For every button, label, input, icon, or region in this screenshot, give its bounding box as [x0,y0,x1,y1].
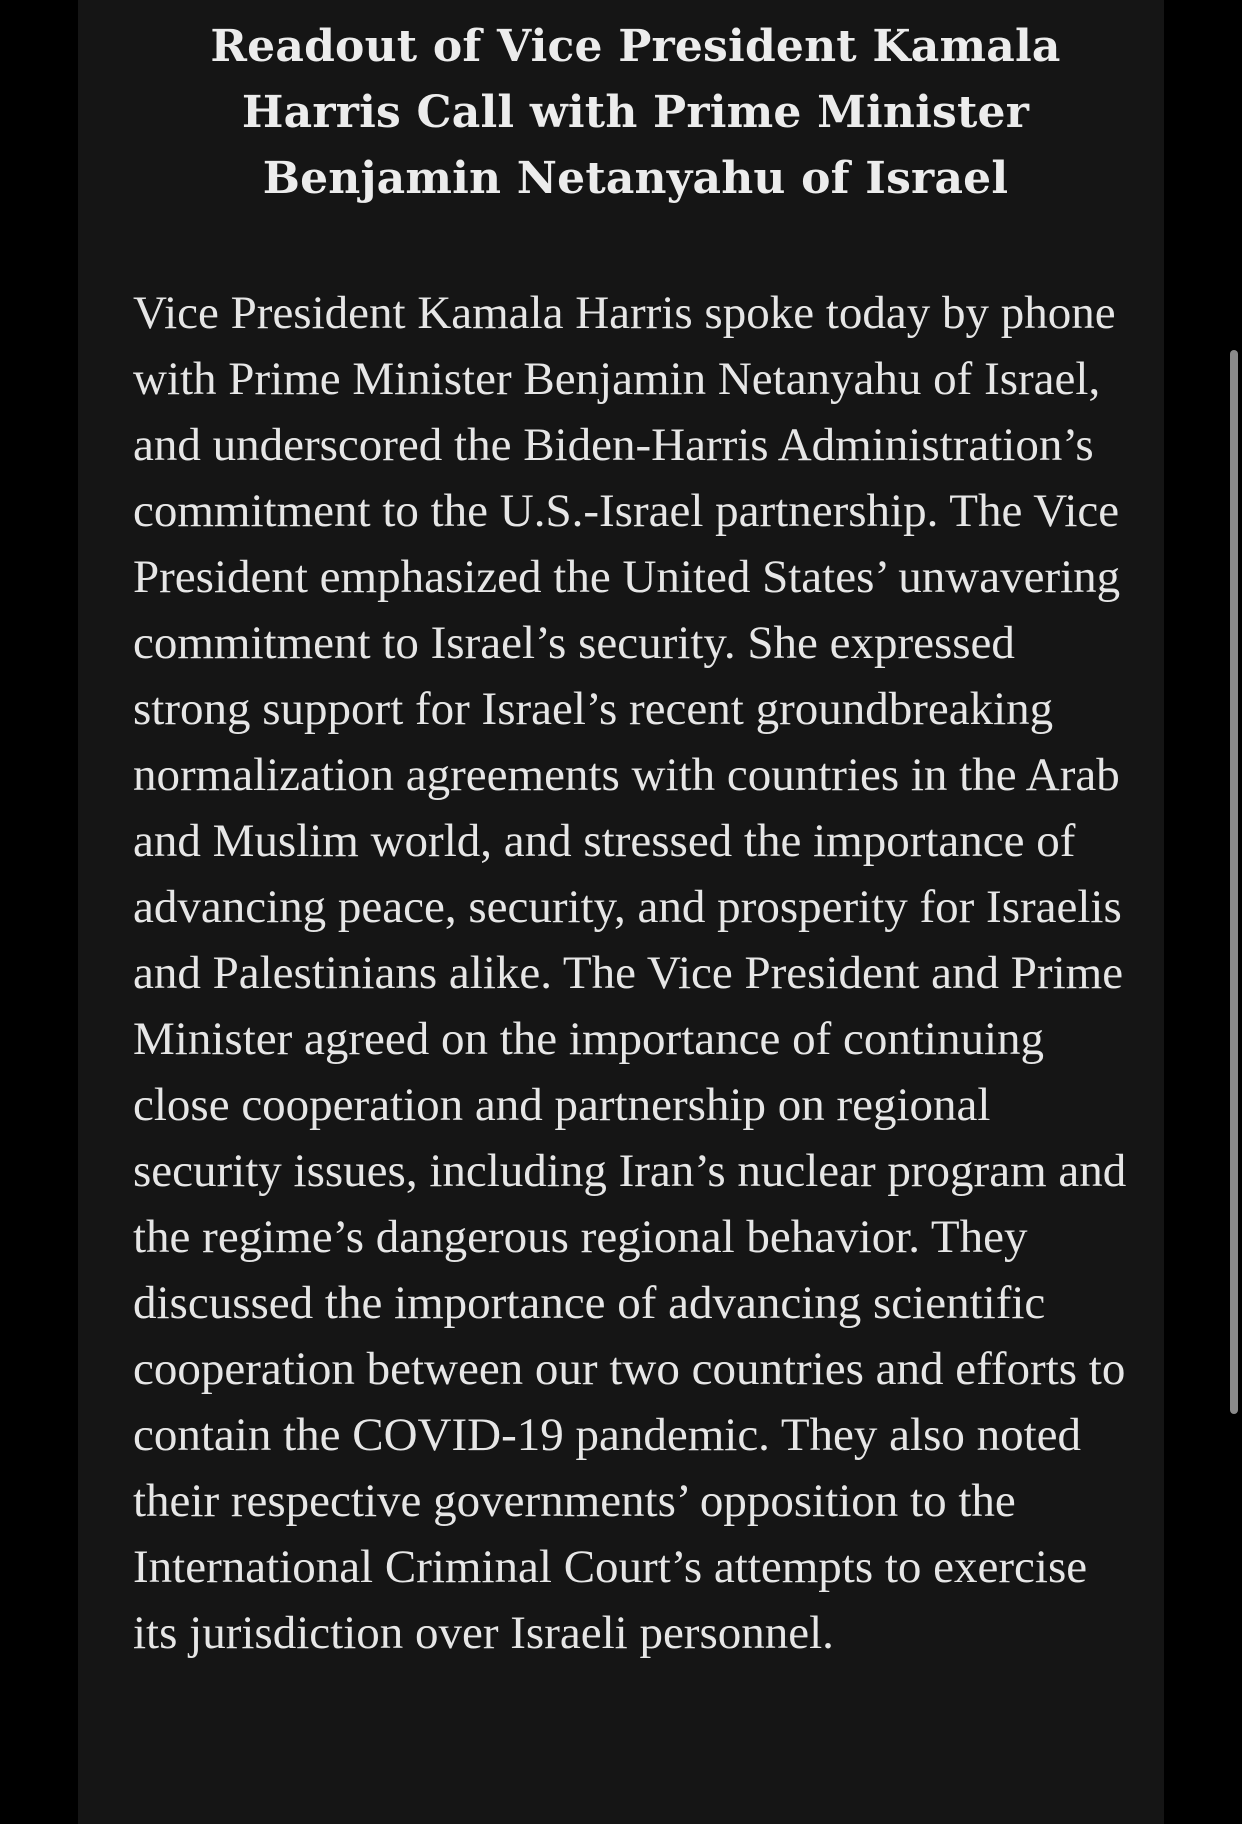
article-content [133,14,1138,1666]
article-page [78,0,1164,1824]
scrollbar-thumb[interactable] [1230,350,1238,1414]
article-title: Readout of Vice President Kamala Harris Call with Prime Minister Benjamin Netanyahu of Israel [210,21,1061,204]
article-body: Vice President Kamala Harris spoke today by phone with Prime Minister Benjamin Netanyahu of Israel, and underscored the Biden-Harris Administration’s commitment to the U.S.-Israel partnership. The Vice President emphasized the United States’ unwavering commitment to Israel’s security. She expressed strong support for Israel’s recent groundbreaking normalization agreements with countries in the Arab and Muslim world, and stressed the importance of advancing peace, security, and prosperity for Israelis and Palestinians alike. The Vice President and Prime Minister agreed on the importance of continuing close cooperation and partnership on regional security issues, including Iran’s nuclear program and the regime’s dangerous regional behavior. They discussed the importance of advancing scientific cooperation between our two countries and efforts to contain the COVID-19 pandemic. They also noted their respective governments’ opposition to the International Criminal Court’s attempts to exercise its jurisdiction over Israeli personnel. [133,287,1127,1659]
vertical-scrollbar[interactable] [1228,0,1242,1824]
